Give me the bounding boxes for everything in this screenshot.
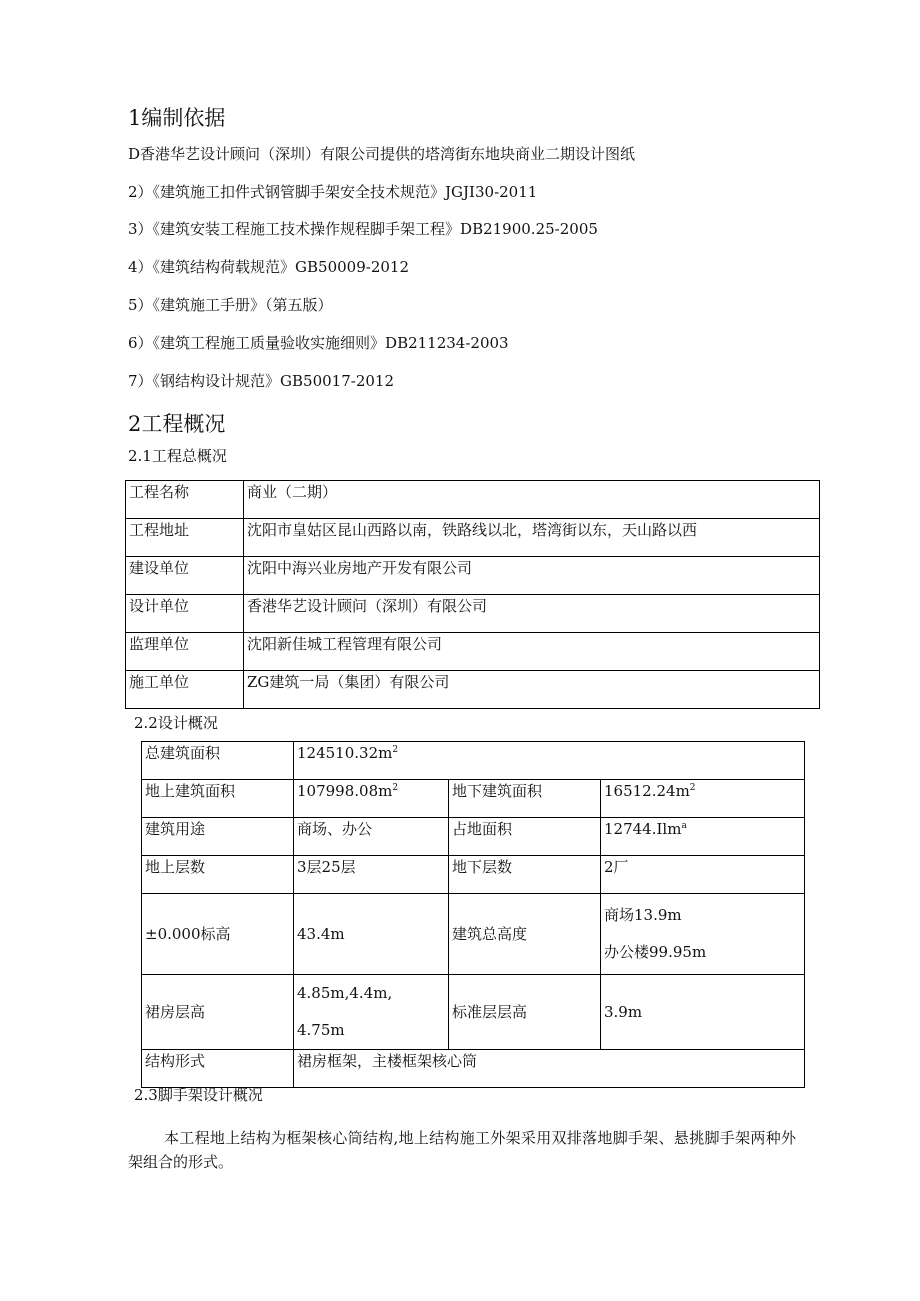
land-area-label: 占地面积 bbox=[449, 818, 601, 856]
reference-item-5: 5）《建筑施工手册》（第五版） bbox=[128, 296, 333, 314]
reference-item-6: 6）《建筑工程施工质量验收实施细则》DB211234-2003 bbox=[128, 334, 509, 352]
subsection-2-2-title: 2.2设计概况 bbox=[134, 714, 218, 732]
project-overview-table bbox=[125, 480, 820, 709]
total-area-label: 总建筑面积 bbox=[142, 742, 294, 780]
design-overview-table bbox=[141, 741, 805, 1088]
overview-value: 香港华艺设计顾问（深圳）有限公司 bbox=[244, 595, 820, 633]
overview-label: 建设单位 bbox=[126, 557, 244, 595]
above-area-value: $107998.08m^2$ bbox=[294, 780, 449, 818]
land-area-value: 12744.Ilm$^a$ bbox=[601, 818, 805, 856]
table-row bbox=[142, 894, 805, 975]
below-area-label: 地下建筑面积 bbox=[449, 780, 601, 818]
table-row bbox=[126, 519, 820, 557]
table-row bbox=[142, 818, 805, 856]
structure-label: 结构形式 bbox=[142, 1050, 294, 1088]
overview-label: 工程名称 bbox=[126, 481, 244, 519]
height-value: 商场13.9m 办公楼99.95m bbox=[601, 894, 805, 975]
overview-value: 商业（二期） bbox=[244, 481, 820, 519]
table-row bbox=[142, 1050, 805, 1088]
table-row bbox=[126, 557, 820, 595]
table-row bbox=[126, 633, 820, 671]
table-row bbox=[126, 671, 820, 709]
table-row bbox=[142, 742, 805, 780]
use-label: 建筑用途 bbox=[142, 818, 294, 856]
reference-item-7: 7）《钢结构设计规范》GB50017-2012 bbox=[128, 372, 395, 390]
table-row bbox=[126, 595, 820, 633]
elevation-label: ±0.000标高 bbox=[142, 894, 294, 975]
podium-height-value: 4.85m,4.4m, 4.75m bbox=[294, 975, 449, 1050]
section-2-title: 2工程概况 bbox=[128, 412, 226, 436]
structure-value: 裙房框架，主楼框架核心筒 bbox=[294, 1050, 805, 1088]
subsection-2-1-title: 2.1工程总概况 bbox=[128, 447, 227, 465]
below-floors-value: 2厂 bbox=[601, 856, 805, 894]
below-floors-label: 地下层数 bbox=[449, 856, 601, 894]
overview-value: 沈阳中海兴业房地产开发有限公司 bbox=[244, 557, 820, 595]
section-1-title: 1编制依据 bbox=[128, 106, 226, 130]
overview-value: 沈阳市皇姑区昆山西路以南，铁路线以北，塔湾街以东，天山路以西 bbox=[244, 519, 820, 557]
table-row bbox=[142, 856, 805, 894]
reference-item-1: D香港华艺设计顾问（深圳）有限公司提供的塔湾街东地块商业二期设计图纸 bbox=[128, 145, 636, 163]
elevation-value: 43.4m bbox=[294, 894, 449, 975]
above-area-label: 地上建筑面积 bbox=[142, 780, 294, 818]
reference-item-3: 3）《建筑安装工程施工技术操作规程脚手架工程》DB21900.25-2005 bbox=[128, 220, 598, 238]
use-value: 商场、办公 bbox=[294, 818, 449, 856]
table-row bbox=[126, 481, 820, 519]
overview-value: ZG建筑一局（集团）有限公司 bbox=[244, 671, 820, 709]
overview-label: 设计单位 bbox=[126, 595, 244, 633]
total-area-value: $124510.32m^2$ bbox=[294, 742, 805, 780]
reference-item-2: 2）《建筑施工扣件式钢管脚手架安全技术规范》JGJI30-2011 bbox=[128, 183, 538, 201]
standard-floor-value: 3.9m bbox=[601, 975, 805, 1050]
overview-label: 施工单位 bbox=[126, 671, 244, 709]
overview-label: 监理单位 bbox=[126, 633, 244, 671]
subsection-2-3-title: 2.3脚手架设计概况 bbox=[134, 1086, 263, 1104]
podium-height-label: 裙房层高 bbox=[142, 975, 294, 1050]
below-area-value: $16512.24m^2$ bbox=[601, 780, 805, 818]
above-floors-label: 地上层数 bbox=[142, 856, 294, 894]
table-row bbox=[142, 975, 805, 1050]
standard-floor-label: 标准层层高 bbox=[449, 975, 601, 1050]
above-floors-value: 3层25层 bbox=[294, 856, 449, 894]
overview-value: 沈阳新佳城工程管理有限公司 bbox=[244, 633, 820, 671]
reference-item-4: 4）《建筑结构荷载规范》GB50009-2012 bbox=[128, 258, 410, 276]
table-row bbox=[142, 780, 805, 818]
height-label: 建筑总高度 bbox=[449, 894, 601, 975]
scaffold-paragraph: 本工程地上结构为框架核心筒结构,地上结构施工外架采用双排落地脚手架、悬挑脚手架两种外架组合的形式。 bbox=[128, 1129, 796, 1171]
overview-label: 工程地址 bbox=[126, 519, 244, 557]
